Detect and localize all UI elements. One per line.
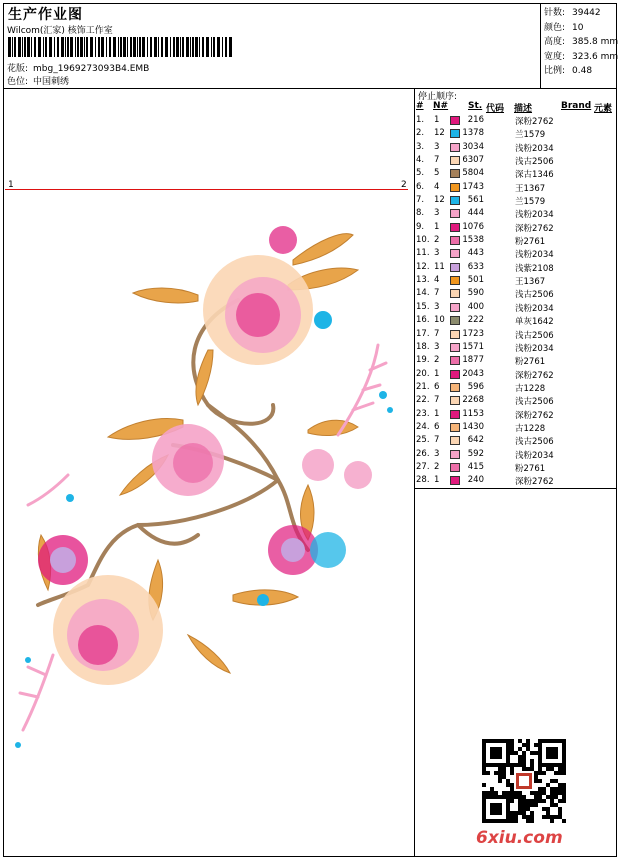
color-description: 浅古2506 (515, 330, 554, 341)
row-index: 25. (416, 435, 430, 446)
stitch-count: 415 (467, 461, 484, 472)
stitch-count: 633 (467, 261, 484, 272)
hoop-marker-line (5, 189, 408, 190)
row-index: 7. (416, 195, 425, 206)
row-index: 23. (416, 408, 430, 419)
needle-number: 4 (434, 181, 440, 192)
row-index: 15. (416, 301, 430, 312)
column-header: 元素 (594, 104, 613, 114)
color-description: 浅粉2034 (515, 450, 554, 461)
color-description: 浅粉2034 (515, 210, 554, 221)
qr-code (482, 739, 566, 823)
color-swatch (450, 450, 460, 459)
stitch-count: 596 (467, 381, 484, 392)
row-index: 11. (416, 248, 430, 259)
color-swatch (450, 396, 460, 405)
row-index: 1. (416, 115, 425, 125)
needle-number: 1 (434, 368, 440, 379)
color-swatch (450, 183, 460, 192)
color-description: 浅粉2034 (515, 250, 554, 261)
color-swatch (450, 249, 460, 258)
column-header: 代码 (486, 104, 505, 114)
color-description: 兰1579 (515, 130, 546, 141)
needle-number: 3 (434, 301, 440, 312)
color-label: 色位: (7, 77, 29, 87)
sequence-title: 停止顺序: (418, 92, 458, 102)
row-index: 27. (416, 461, 430, 472)
stat-row (544, 35, 618, 50)
color-swatch (450, 169, 460, 178)
stitch-count: 1153 (462, 408, 484, 419)
column-header: N# (433, 101, 449, 111)
stitch-count: 1723 (462, 328, 484, 339)
stitch-count: 400 (467, 301, 484, 312)
column-header: # (416, 101, 424, 111)
content-divider (414, 88, 415, 857)
stat-label: 比例: (544, 66, 566, 76)
color-swatch (450, 303, 460, 312)
stitch-count: 216 (467, 115, 484, 125)
needle-number: 4 (434, 275, 440, 286)
stats-panel (544, 6, 618, 79)
row-index: 28. (416, 475, 430, 486)
needle-number: 7 (434, 395, 440, 406)
color-swatch (450, 463, 460, 472)
needle-number: 2 (434, 235, 440, 246)
stitch-count: 1076 (462, 221, 484, 232)
stat-row (544, 6, 618, 21)
color-swatch (450, 356, 460, 365)
color-description: 浅古2506 (515, 397, 554, 408)
color-swatch (450, 289, 460, 298)
color-description: 浅古2506 (515, 290, 554, 301)
stat-row (544, 64, 618, 79)
color-description: 深粉2762 (515, 370, 554, 381)
color-description: 深粉2762 (515, 477, 554, 488)
needle-number: 1 (434, 475, 440, 486)
color-line (7, 74, 69, 87)
needle-number: 7 (434, 435, 440, 446)
color-swatch (450, 476, 460, 485)
needle-number: 2 (434, 355, 440, 366)
row-index: 22. (416, 395, 430, 406)
color-description: 浅粉2034 (515, 303, 554, 314)
row-index: 26. (416, 448, 430, 459)
color-swatch (450, 143, 460, 152)
column-header: Brand (561, 101, 592, 111)
embroidery-design (8, 205, 408, 750)
stitch-count: 444 (467, 208, 484, 219)
row-index: 6. (416, 181, 425, 192)
pattern-line (7, 61, 149, 74)
color-description: 粉2761 (515, 237, 546, 248)
row-index: 10. (416, 235, 430, 246)
needle-number: 3 (434, 448, 440, 459)
stat-label: 针数: (544, 8, 566, 18)
color-swatch (450, 129, 460, 138)
color-swatch (450, 436, 460, 445)
stitch-count: 1877 (462, 355, 484, 366)
color-description: 浅古2506 (515, 157, 554, 168)
needle-number: 5 (434, 168, 440, 179)
column-header: 描述 (514, 104, 533, 114)
stitch-count: 590 (467, 288, 484, 299)
needle-number: 7 (434, 155, 440, 166)
color-swatch (450, 410, 460, 419)
row-index: 4. (416, 155, 425, 166)
stitch-count: 2043 (462, 368, 484, 379)
row-index: 14. (416, 288, 430, 299)
barcode (8, 37, 234, 57)
color-description: 王1367 (515, 183, 546, 194)
stitch-count: 592 (467, 448, 484, 459)
color-description: 古1228 (515, 423, 546, 434)
marker-left: 1 (8, 180, 14, 190)
header-divider (3, 88, 617, 89)
stitch-count: 1378 (462, 128, 484, 139)
color-description: 深粉2762 (515, 410, 554, 421)
stat-label: 颜色: (544, 22, 566, 33)
color-value: 中国刺绣 (33, 77, 70, 87)
stat-value: 0.48 (572, 66, 593, 76)
color-swatch (450, 223, 460, 232)
stitch-count: 1743 (462, 181, 484, 192)
color-swatch (450, 330, 460, 339)
color-swatch (450, 276, 460, 285)
row-index: 16. (416, 315, 430, 326)
watermark-logo: 6xiu.com (476, 828, 563, 848)
table-bottom-divider (414, 488, 617, 489)
needle-number: 3 (434, 141, 440, 152)
needle-number: 1 (434, 221, 440, 232)
page-title: 生产作业图 (8, 7, 83, 23)
color-swatch (450, 316, 460, 325)
needle-number: 12 (434, 128, 445, 139)
needle-number: 3 (434, 248, 440, 259)
row-index: 19. (416, 355, 430, 366)
stat-value: 385.8 mm (572, 37, 619, 47)
color-swatch (450, 370, 460, 379)
needle-number: 12 (434, 195, 445, 206)
row-index: 8. (416, 208, 425, 219)
stitch-count: 1538 (462, 235, 484, 246)
row-index: 2. (416, 128, 425, 139)
color-description: 王1367 (515, 277, 546, 288)
stitch-count: 1430 (462, 421, 484, 432)
stitch-count: 222 (467, 315, 484, 326)
stat-label: 宽度: (544, 51, 566, 62)
needle-number: 10 (434, 315, 445, 326)
color-description: 浅古2506 (515, 437, 554, 448)
column-header: St. (468, 101, 483, 111)
needle-number: 7 (434, 328, 440, 339)
stitch-count: 1571 (462, 341, 484, 352)
row-index: 5. (416, 168, 425, 179)
stitch-count: 5804 (462, 168, 484, 179)
needle-number: 1 (434, 408, 440, 419)
row-index: 24. (416, 421, 430, 432)
stitch-count: 443 (467, 248, 484, 259)
row-index: 13. (416, 275, 430, 286)
color-swatch (450, 423, 460, 432)
needle-number: 2 (434, 461, 440, 472)
row-index: 9. (416, 221, 425, 232)
color-swatch (450, 156, 460, 165)
color-description: 深粉2762 (515, 117, 554, 127)
stitch-count: 501 (467, 275, 484, 286)
needle-number: 1 (434, 115, 440, 125)
marker-right: 2 (401, 180, 407, 190)
color-description: 粉2761 (515, 357, 546, 368)
stat-value: 10 (572, 22, 584, 33)
stitch-count: 6307 (462, 155, 484, 166)
stat-value: 323.6 mm (572, 51, 619, 62)
color-description: 浅粉2034 (515, 143, 554, 154)
color-description: 古1228 (515, 383, 546, 394)
color-swatch (450, 116, 460, 125)
row-index: 20. (416, 368, 430, 379)
row-index: 3. (416, 141, 425, 152)
color-swatch (450, 196, 460, 205)
row-index: 18. (416, 341, 430, 352)
needle-number: 3 (434, 208, 440, 219)
needle-number: 3 (434, 341, 440, 352)
stat-row (544, 21, 618, 36)
color-swatch (450, 383, 460, 392)
color-swatch (450, 209, 460, 218)
row-index: 21. (416, 381, 430, 392)
pattern-value: mbg_1969273093B4.EMB (33, 64, 150, 74)
stat-label: 高度: (544, 37, 566, 47)
row-index: 12. (416, 261, 430, 272)
color-description: 浅粉2034 (515, 343, 554, 354)
stat-value: 39442 (572, 8, 601, 18)
row-index: 17. (416, 328, 430, 339)
color-description: 兰1579 (515, 197, 546, 208)
color-description: 深粉2762 (515, 223, 554, 234)
stitch-count: 3034 (462, 141, 484, 152)
needle-number: 6 (434, 421, 440, 432)
needle-number: 6 (434, 381, 440, 392)
color-swatch (450, 343, 460, 352)
stitch-count: 2268 (462, 395, 484, 406)
stitch-count: 642 (467, 435, 484, 446)
color-swatch (450, 263, 460, 272)
needle-number: 7 (434, 288, 440, 299)
company-name: Wilcom(汇家) 核饰工作室 (7, 26, 113, 36)
stat-row (544, 50, 618, 65)
pattern-label: 花版: (7, 64, 29, 74)
color-swatch (450, 236, 460, 245)
color-description: 单灰1642 (515, 317, 554, 328)
needle-number: 11 (434, 261, 445, 272)
stitch-count: 240 (467, 475, 484, 486)
stats-divider (540, 3, 541, 88)
color-description: 粉2761 (515, 463, 546, 474)
color-description: 浅紫2108 (515, 263, 554, 274)
stitch-count: 561 (467, 195, 484, 206)
color-description: 深古1346 (515, 170, 554, 181)
